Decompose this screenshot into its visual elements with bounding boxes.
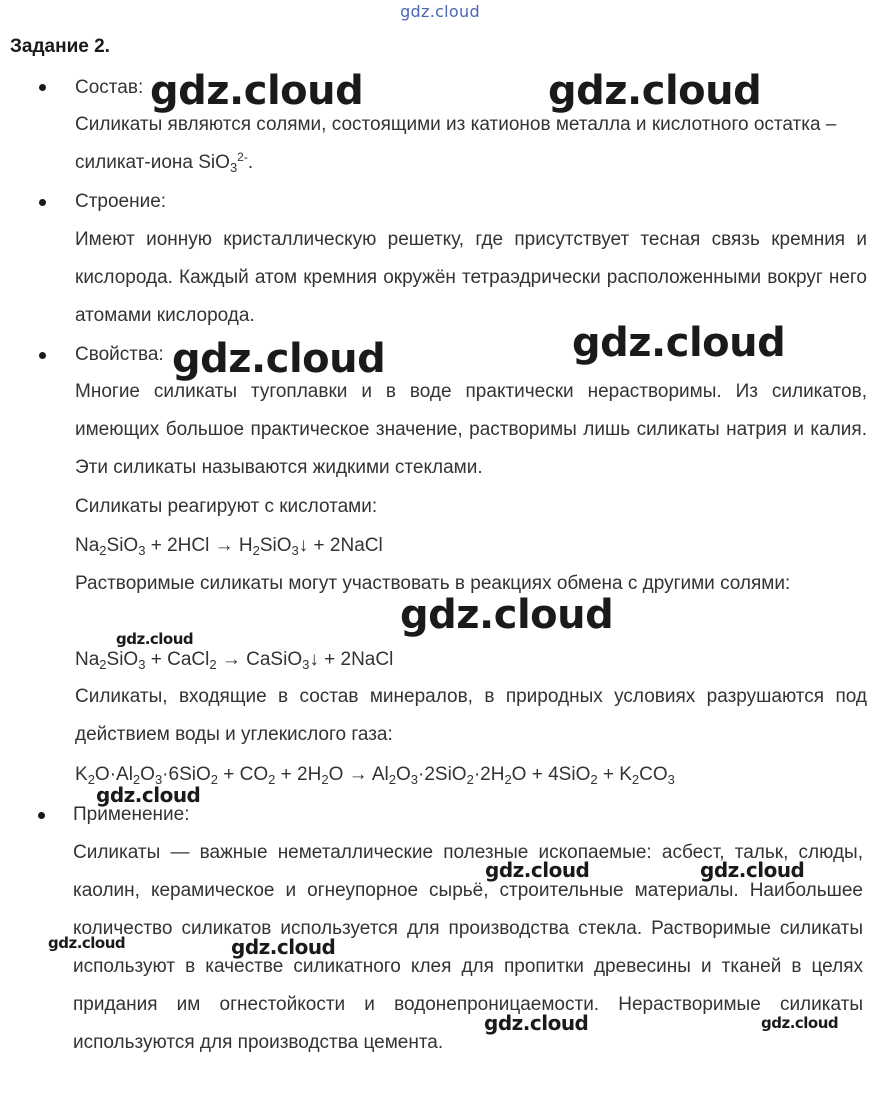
- subscript: 2: [209, 657, 217, 672]
- equation-exchange: $Na_2SiO_3$ + CaCl$_2$ → CaSiO$_3$↓ + 2NaCl: [75, 649, 394, 672]
- bullet-properties: [39, 352, 46, 359]
- task-title: Задание 2.: [10, 36, 110, 57]
- watermark-text: gdz.cloud: [485, 858, 590, 882]
- watermark-text: gdz.cloud: [548, 68, 762, 114]
- subscript: 2: [132, 772, 141, 787]
- subscript: 2: [210, 772, 218, 787]
- watermark-text: gdz.cloud: [231, 935, 336, 959]
- header-watermark: gdz.cloud: [400, 2, 480, 21]
- text-composition: Силикаты являются солями, состоящими из катионов металла и кислотного остатка – силикат-иона SiO$_3^{2-}$.: [75, 114, 837, 175]
- label-properties: Свойства:: [75, 344, 164, 365]
- subscript: 3: [291, 543, 299, 558]
- subscript: 3: [302, 657, 310, 672]
- label-structure: Строение:: [75, 191, 167, 212]
- text-properties-2: Силикаты реагируют с кислотами:: [75, 496, 378, 517]
- subscript: 2: [590, 772, 598, 787]
- subscript: 2: [504, 772, 512, 787]
- watermark-text: gdz.cloud: [48, 934, 126, 952]
- label-application: Применение:: [73, 804, 190, 825]
- text-application: Силикаты — важные неметаллические полезные ископаемые: асбест, тальк, слюды, каолин, керамическое и огнеупорное сырьё, строительные материалы. Наибольшее количество силикатов используется для производства стекла. Растворимые силикаты используют в качестве силикатного клея для пропитки древесины и тканей в целях придания им огнестойкости и водонепроницаемости. Нерастворимые силикаты используются для производства цемента.: [73, 842, 863, 1053]
- subscript: 3: [410, 772, 418, 787]
- subscript: 2: [252, 543, 260, 558]
- subscript: 3: [154, 772, 163, 787]
- watermark-text: gdz.cloud: [150, 68, 364, 114]
- subscript: 2: [87, 772, 95, 787]
- subscript: 3: [667, 772, 675, 787]
- subscript: 2: [388, 772, 396, 787]
- text-properties-3: Растворимые силикаты могут участвовать в реакциях обмена с другими солями:: [75, 573, 791, 594]
- watermark-text: gdz.cloud: [761, 1014, 839, 1032]
- bullet-structure: [39, 199, 46, 206]
- subscript: 2: [631, 772, 640, 787]
- subscript: 3: [138, 657, 146, 672]
- subscript: 2: [99, 543, 107, 558]
- watermark-text: gdz.cloud: [700, 858, 805, 882]
- watermark-text: gdz.cloud: [96, 783, 201, 807]
- subscript: 3: [138, 543, 146, 558]
- subscript: 2: [268, 772, 276, 787]
- text-structure: Имеют ионную кристаллическую решетку, где присутствует тесная связь кремния и кислорода. Каждый атом кремния окружён тетраэдрически расположенными вокруг него атомами кислорода.: [75, 229, 867, 326]
- subscript: 2: [466, 772, 474, 787]
- watermark-text: gdz.cloud: [572, 320, 786, 366]
- watermark-text: gdz.cloud: [484, 1011, 589, 1035]
- bullet-application: [38, 812, 45, 819]
- subscript: 2: [99, 657, 107, 672]
- watermark-text: gdz.cloud: [116, 630, 194, 648]
- subscript: 2: [321, 772, 329, 787]
- text-properties-1: Многие силикаты тугоплавки и в воде практически нерастворимы. Из силикатов, имеющих большое практическое значение, растворимы лишь силикаты натрия и калия. Эти силикаты называются жидкими стеклами.: [75, 381, 867, 478]
- label-composition: Состав:: [75, 77, 144, 98]
- text-properties-4: Силикаты, входящие в состав минералов, в природных условиях разрушаются под действием воды и углекислого газа:: [75, 686, 867, 745]
- equation-weathering: $K_2O\cdot Al_2O_3\cdot 6SiO_2 + CO_2 + 2H_2O \to Al_2O_3\cdot 2SiO_2\cdot 2H_2O + 4SiO_2 + K_2CO_3$: [75, 764, 675, 787]
- watermark-text: gdz.cloud: [172, 336, 386, 382]
- watermark-text: gdz.cloud: [400, 592, 614, 638]
- bullet-composition: [39, 84, 46, 91]
- equation-acid: $Na_2SiO_3 + 2HCl$ → $H_2SiO_3↓$ + 2NaCl: [75, 535, 383, 558]
